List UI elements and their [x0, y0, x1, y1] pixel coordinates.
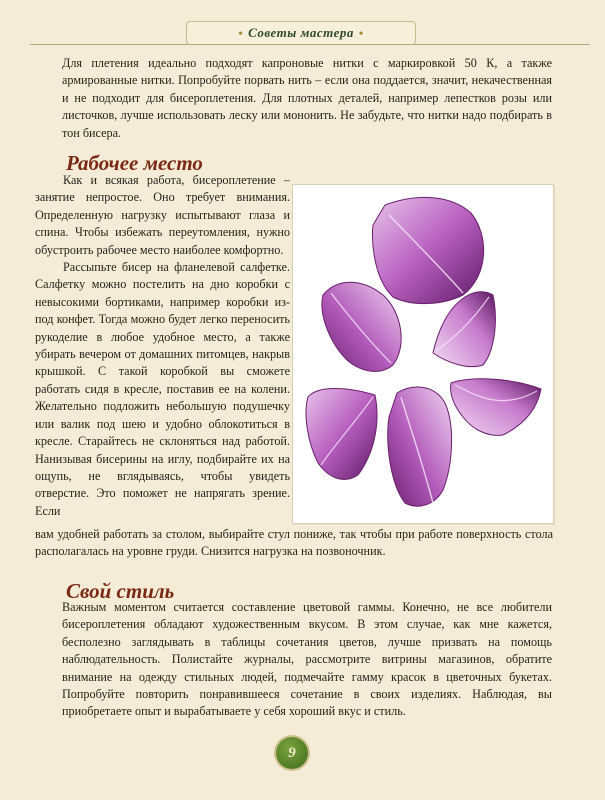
workplace-paragraph-continued: [35, 526, 553, 561]
bead-petal: [373, 197, 484, 303]
bead-petal: [433, 292, 495, 367]
style-paragraph-1: Важным моментом считается составление цветовой гаммы. Конечно, не все любители бисероплетения обладают художественным вкусом. В этом случае, как мне кажется, бесполезно заглядывать в таблицы сочетания цветов, лучше призвать на помощь наблюдательность. Полистайте журналы, рассмотрите витрины магазинов, обратите внимание на одежду стильных людей, подмечайте гамму красок в цветочных букетах. Попробуйте повторить понравившееся сочетание в своих изделиях. Наблюдая, вы приобретаете опыт и вырабатываете у себя хороший вкус и стиль.: [62, 600, 552, 719]
bead-petal: [388, 387, 452, 506]
header-divider: [30, 44, 590, 45]
bead-petal: [451, 379, 541, 436]
bead-petal: [306, 389, 377, 480]
style-heading: Свой стиль: [66, 579, 175, 603]
page-number-badge: [276, 737, 308, 769]
glass-bead-petals-image: [293, 185, 553, 523]
section-header: [186, 21, 416, 45]
beads-photo: [292, 184, 554, 524]
workplace-paragraph-2: Рассыпьте бисер на фланелевой салфетке. Салфетку можно постелить на дно коробки с невысокими бортиками, например коробки из-под конфет. Тогда можно будет легко переносить рукоделие в любое удобное место, а также убирать вечером от домашних питомцев, накрыв крышкой. С такой коробкой вы сможете работать сидя в кресле, поставив ее на колени. Желательно подложить небольшую подушечку или валик под шею и удобно облокотиться в кресле. Старайтесь не склоняться над работой. Нанизывая бисерины на иглу, подбирайте их на ощупь, не вглядываясь, чтобы увидеть отверстие. Это поможет не напрягать зрение. Если: [35, 260, 290, 518]
workplace-paragraph-2-continued: вам удобней работать за столом, выбирайте стул пониже, так чтобы при работе поверхность стола располагалась на уровне груди. Снизится нагрузка на позвоночник.: [35, 527, 553, 559]
workplace-paragraph-1: Как и всякая работа, бисероплетение – занятие непростое. Оно требует внимания. Определенную нагрузку испытывают глаза и спина. Чтобы избежать переутомления, нужно обустроить рабочее место наиболее комфортно.: [35, 173, 290, 257]
intro-paragraph: Для плетения идеально подходят капроновые нитки с маркировкой 50 К, а также армированные нитки. Попробуйте порвать нить – если она поддается, значит, некачественная и не подходит для бисероплетения. Для плотных деталей, например лепестков розы или листочков, лучше использовать леску или мононить. Не забудьте, что нитки надо подбирать в тон бисера.: [62, 56, 552, 140]
workplace-heading: Рабочее место: [66, 151, 203, 175]
bullet-icon: •: [358, 25, 364, 40]
style-section: [62, 599, 552, 721]
section-header-title: Советы мастера: [248, 25, 354, 40]
workplace-column: [35, 172, 290, 520]
bullet-icon: •: [238, 25, 244, 40]
page-number: 9: [288, 744, 296, 761]
